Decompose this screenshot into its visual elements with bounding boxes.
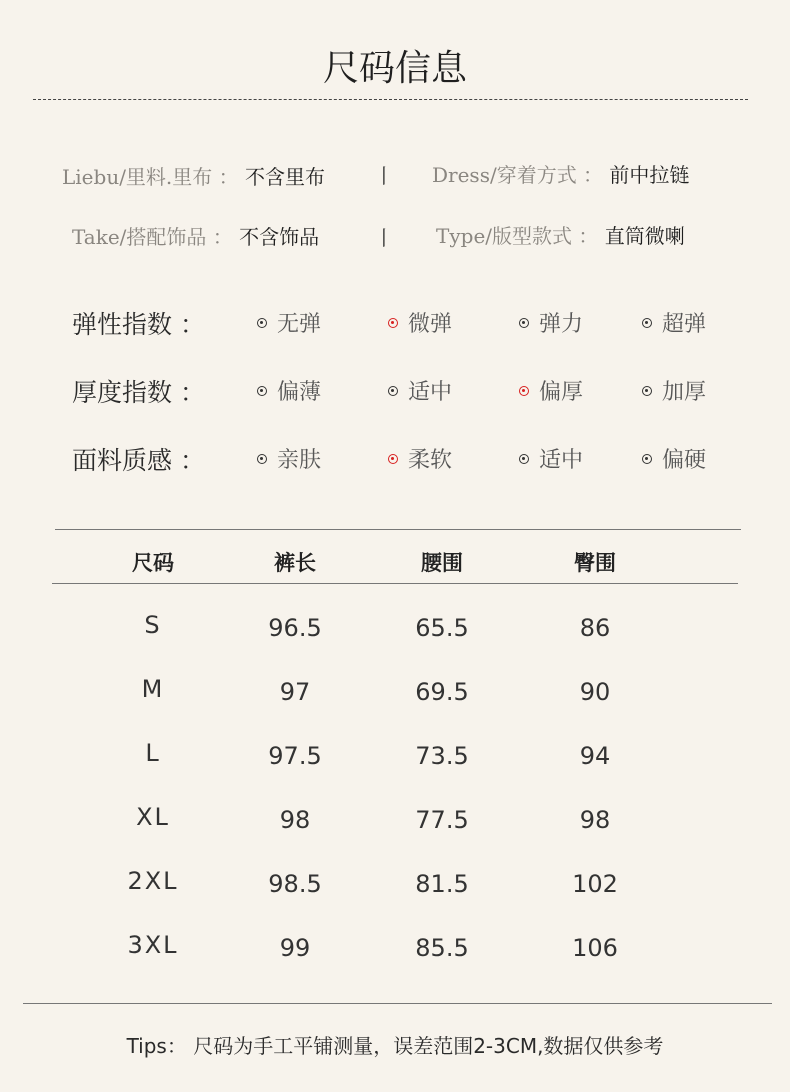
rating-label: 面料质感 ：: [72, 446, 205, 475]
info-type: [436, 220, 685, 249]
table-cell: 106: [572, 934, 618, 962]
rating-label: 弹性指数 ：: [72, 310, 205, 339]
tips-note: Tips： 尺码为手工平铺测量，误差范围2-3CM,数据仅供参考: [126, 1034, 664, 1058]
table-header-cell: 臀围: [574, 550, 616, 575]
info-take-label: Take/搭配饰品 ：: [72, 225, 233, 249]
info-separator: 丨: [374, 164, 394, 188]
table-top-line: [55, 529, 741, 530]
info-liebu: [62, 161, 325, 190]
table-cell: S: [144, 611, 162, 639]
rating-option[interactable]: [388, 443, 452, 474]
table-cell: L: [145, 739, 161, 767]
info-take-value: 不含饰品: [239, 225, 320, 249]
rating-option-label: 无弹: [277, 312, 322, 337]
info-type-label: Type/版型款式 ：: [436, 224, 599, 248]
rating-option[interactable]: [257, 443, 321, 474]
table-cell: 102: [572, 870, 618, 898]
table-header-cell: 腰围: [421, 550, 463, 575]
rating-option[interactable]: [257, 375, 321, 406]
table-cell: 86: [579, 614, 611, 642]
table-cell: 97: [279, 678, 311, 706]
rating-option[interactable]: [642, 307, 706, 338]
table-cell: 81.5: [415, 870, 469, 898]
rating-option-label: 适中: [408, 380, 453, 405]
dashed-divider: [33, 99, 748, 100]
table-cell: 96.5: [268, 614, 322, 642]
rating-option-label: 偏薄: [277, 380, 322, 405]
table-cell: 98: [279, 806, 311, 834]
radio-icon: [257, 386, 267, 396]
rating-option[interactable]: [519, 443, 583, 474]
rating-option[interactable]: [257, 307, 321, 338]
rating-label: 厚度指数 ：: [72, 378, 205, 407]
rating-option[interactable]: [388, 375, 452, 406]
rating-option[interactable]: [519, 307, 583, 338]
rating-option-label: 柔软: [408, 448, 453, 473]
info-dress: [432, 159, 689, 188]
rating-option-label: 微弹: [408, 312, 453, 337]
table-bottom-line: [23, 1003, 772, 1004]
rating-option-label: 偏硬: [662, 448, 707, 473]
table-cell: 98: [579, 806, 611, 834]
table-cell: 3XL: [127, 931, 179, 959]
rating-option-label: 超弹: [662, 312, 707, 337]
radio-icon: [257, 318, 267, 328]
table-cell: 2XL: [127, 867, 179, 895]
table-cell: 98.5: [268, 870, 322, 898]
table-header-cell: 尺码: [132, 550, 174, 575]
radio-icon: [642, 386, 652, 396]
rating-option-label: 亲肤: [277, 448, 322, 473]
info-liebu-value: 不含里布: [245, 165, 326, 189]
table-cell: 99: [279, 934, 311, 962]
table-cell: 77.5: [415, 806, 469, 834]
table-header-cell: 裤长: [274, 550, 316, 575]
radio-icon: [257, 454, 267, 464]
rating-option-label: 加厚: [662, 380, 707, 405]
info-dress-value: 前中拉链: [609, 163, 690, 187]
page-title: 尺码信息: [322, 48, 467, 89]
info-take: [72, 221, 319, 250]
info-dress-label: Dress/穿着方式 ：: [432, 163, 604, 187]
rating-option-label: 弹力: [539, 312, 584, 337]
radio-icon: [388, 386, 398, 396]
radio-icon: [519, 318, 529, 328]
info-liebu-label: Liebu/里料.里布 ：: [62, 165, 239, 189]
rating-option[interactable]: [642, 375, 706, 406]
table-cell: 73.5: [415, 742, 469, 770]
rating-option-label: 适中: [539, 448, 584, 473]
rating-row: [72, 305, 752, 345]
table-cell: XL: [136, 803, 170, 831]
table-cell: 97.5: [268, 742, 322, 770]
table-cell: 94: [579, 742, 611, 770]
info-type-value: 直筒微喇: [604, 224, 685, 248]
table-header-line: [52, 583, 738, 584]
table-cell: M: [141, 675, 165, 703]
rating-row: [72, 373, 752, 413]
table-cell: 85.5: [415, 934, 469, 962]
rating-option[interactable]: [519, 375, 583, 406]
rating-row: [72, 441, 752, 481]
rating-option[interactable]: [642, 443, 706, 474]
table-cell: 90: [579, 678, 611, 706]
radio-selected-icon: [388, 454, 398, 464]
rating-option-label: 偏厚: [539, 380, 584, 405]
radio-selected-icon: [388, 318, 398, 328]
table-cell: 65.5: [415, 614, 469, 642]
radio-icon: [519, 454, 529, 464]
radio-selected-icon: [519, 386, 529, 396]
radio-icon: [642, 318, 652, 328]
radio-icon: [642, 454, 652, 464]
rating-option[interactable]: [388, 307, 452, 338]
table-cell: 69.5: [415, 678, 469, 706]
info-separator: 丨: [374, 226, 394, 250]
